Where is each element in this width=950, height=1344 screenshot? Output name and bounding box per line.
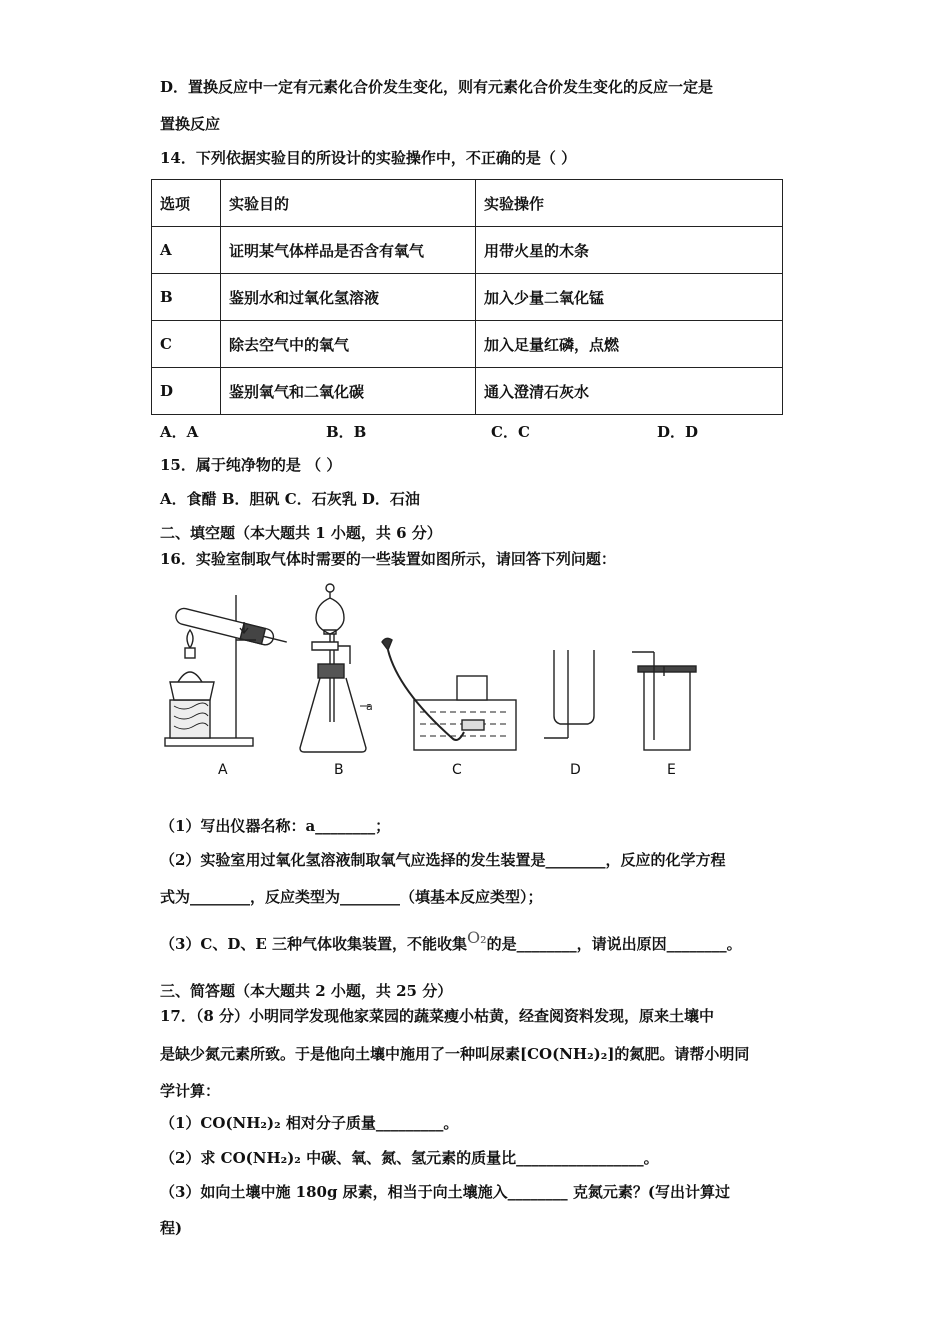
table-row [152,368,783,415]
header-option: 选项 [152,180,221,227]
q17-line2: 是缺少氮元素所致。于是他向土壤中施用了一种叫尿素[CO(NH₂)₂]的氮肥。请帮小明同 [160,1045,750,1063]
q16-part1: （1）写出仪器名称：a________； [160,817,391,835]
table-row [152,227,783,274]
cell-operation: 加入少量二氧化锰 [476,274,783,321]
q17-part1: （1）CO(NH₂)₂ 相对分子质量_________。 [160,1114,459,1132]
apparatus-figure [160,580,720,790]
cell-operation: 通入澄清石灰水 [476,368,783,415]
q16-part3-post: 的是________，请说出原因________。 [486,935,742,953]
q14-table [151,179,783,415]
figure-label-a: A [218,762,228,778]
flask-label-a: a [366,700,373,713]
q16-stem: 16．实验室制取气体时需要的一些装置如图所示，请回答下列问题： [160,550,616,568]
cell-purpose: 除去空气中的氧气 [221,321,476,368]
apparatus-b [300,584,370,752]
cell-purpose: 鉴别水和过氧化氢溶液 [221,274,476,321]
q16-part2-line1: （2）实验室用过氧化氢溶液制取氧气应选择的发生装置是________，反应的化学方程 [160,851,726,869]
q15-stem: 15．属于纯净物的是 （ ） [160,456,342,474]
header-operation: 实验操作 [476,180,783,227]
cell-purpose: 鉴别氧气和二氧化碳 [221,368,476,415]
q16-part3-pre: （3）C、D、E 三种气体收集装置，不能收集 [160,935,468,953]
header-purpose: 实验目的 [221,180,476,227]
figure-label-e: E [667,762,676,778]
q16-part3 [160,928,742,954]
cell-operation: 用带火星的木条 [476,227,783,274]
cell-purpose: 证明某气体样品是否含有氧气 [221,227,476,274]
q17-part3-line2: 程) [160,1219,183,1237]
apparatus-c [382,638,516,750]
q14-option-d: D．D [657,423,699,441]
cell-option: B [152,274,221,321]
q14-stem: 14．下列依据实验目的所设计的实验操作中，不正确的是（ ） [160,149,577,167]
table-header-row [152,180,783,227]
q17-line3: 学计算： [160,1082,221,1100]
q15-options: A．食醋 B．胆矾 C．石灰乳 D．石油 [160,490,420,508]
q14-option-a: A．A [160,423,199,441]
q17-part2: （2）求 CO(NH₂)₂ 中碳、氧、氮、氢元素的质量比_________________。 [160,1149,659,1167]
q14-option-b: B．B [326,423,367,441]
o2-formula: O₂ [467,928,487,947]
q13-option-d-line2: 置换反应 [160,115,221,133]
cell-option: C [152,321,221,368]
table-row [152,321,783,368]
apparatus-a [165,595,289,746]
apparatus-e [632,652,696,750]
apparatus-d [544,650,594,738]
figure-label-d: D [570,762,581,778]
cell-option: D [152,368,221,415]
q13-option-d-line1: D．置换反应中一定有元素化合价发生变化，则有元素化合价发生变化的反应一定是 [160,78,714,96]
cell-operation: 加入足量红磷，点燃 [476,321,783,368]
table-row [152,274,783,321]
figure-label-b: B [334,762,344,778]
figure-label-c: C [452,762,462,778]
q17-part3-line1: （3）如向土壤中施 180g 尿素，相当于向土壤施入________ 克氮元素？(写出计算过 [160,1183,731,1201]
section-2-heading: 二、填空题（本大题共 1 小题，共 6 分） [160,524,442,542]
q16-part2-line2: 式为________，反应类型为________（填基本反应类型）； [160,888,543,906]
section-3-heading: 三、简答题（本大题共 2 小题，共 25 分） [160,982,453,1000]
q17-line1: 17．（8 分）小明同学发现他家菜园的蔬菜瘦小枯黄，经查阅资料发现，原来土壤中 [160,1007,715,1025]
q14-option-c: C．C [491,423,530,441]
cell-option: A [152,227,221,274]
